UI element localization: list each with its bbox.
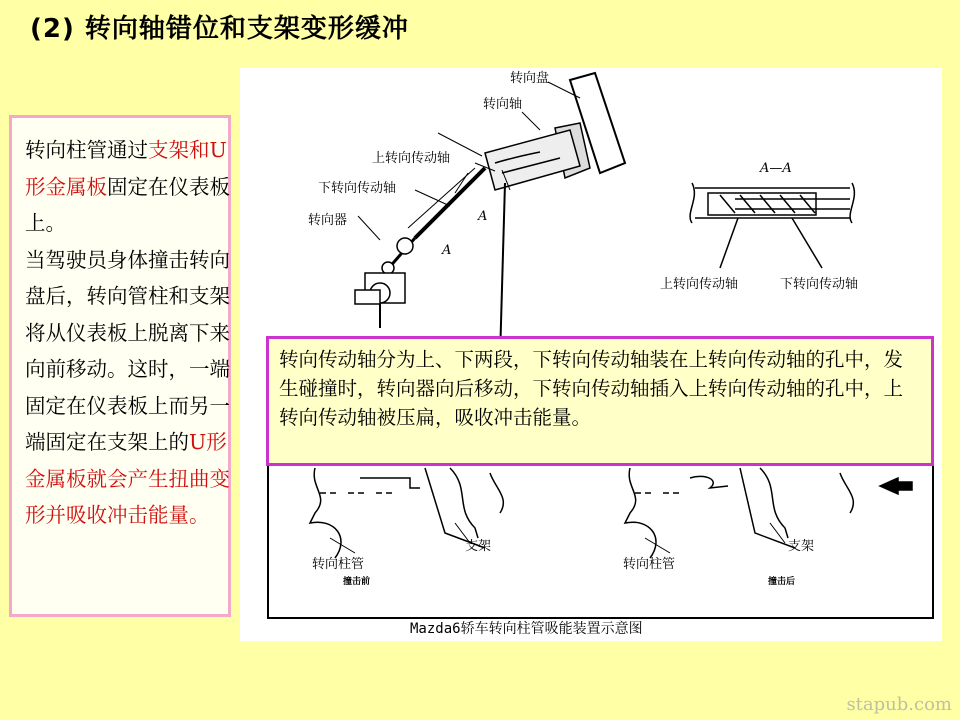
- label-section-title: A—A: [760, 161, 792, 176]
- after-impact-diagram: [625, 468, 912, 558]
- label-bracket-before: 支架: [465, 539, 492, 554]
- left-text-box: [9, 115, 231, 617]
- desc-part-1: 转向柱管通过: [25, 138, 148, 162]
- figure-caption: Mazda6轿车转向柱管吸能装置示意图: [410, 621, 643, 637]
- label-steering-shaft: 转向轴: [483, 97, 523, 112]
- desc-part-3: 当驾驶员身体撞击转向盘后，转向管柱和支架将从仪表板上脱离下来向前移动。这时，一端固定在仪表板上而另一端固定在支架上的: [25, 247, 230, 454]
- left-description: [25, 132, 231, 534]
- label-lower-shaft: 下转向传动轴: [318, 181, 397, 196]
- desc-highlight-1: 支架和U形金属板: [25, 138, 227, 199]
- label-section-mark-1: A: [478, 209, 488, 224]
- label-gear: 转向器: [308, 213, 348, 228]
- watermark: stapub.com: [846, 694, 952, 715]
- callout-box: 转向传动轴分为上、下两段，下转向传动轴装在上转向传动轴的孔中，发生碰撞时，转向器向后移动，下转向传动轴插入上转向传动轴的孔中，上转向传动轴被压扁，吸收冲击能量。: [266, 336, 934, 466]
- desc-highlight-2: U形金属板就会产生扭曲变形并吸收冲击能量。: [25, 430, 230, 527]
- label-upper-shaft: 上转向传动轴: [372, 151, 451, 166]
- label-after-impact: 撞击后: [768, 577, 796, 587]
- label-section-upper: 上转向传动轴: [660, 277, 739, 292]
- label-column-after: 转向柱管: [623, 557, 676, 572]
- section-view: [690, 183, 854, 268]
- label-steering-wheel: 转向盘: [510, 71, 550, 86]
- label-section-mark-2: A: [442, 243, 452, 258]
- slide-title: (2) 转向轴错位和支架变形缓冲: [30, 14, 409, 44]
- label-before-impact: 撞击前: [343, 577, 371, 587]
- bottom-frame: [268, 458, 933, 618]
- label-bracket-after: 支架: [788, 539, 815, 554]
- desc-part-2: 固定在仪表板上。: [25, 174, 230, 235]
- label-section-lower: 下转向传动轴: [780, 277, 859, 292]
- label-column-before: 转向柱管: [312, 557, 365, 572]
